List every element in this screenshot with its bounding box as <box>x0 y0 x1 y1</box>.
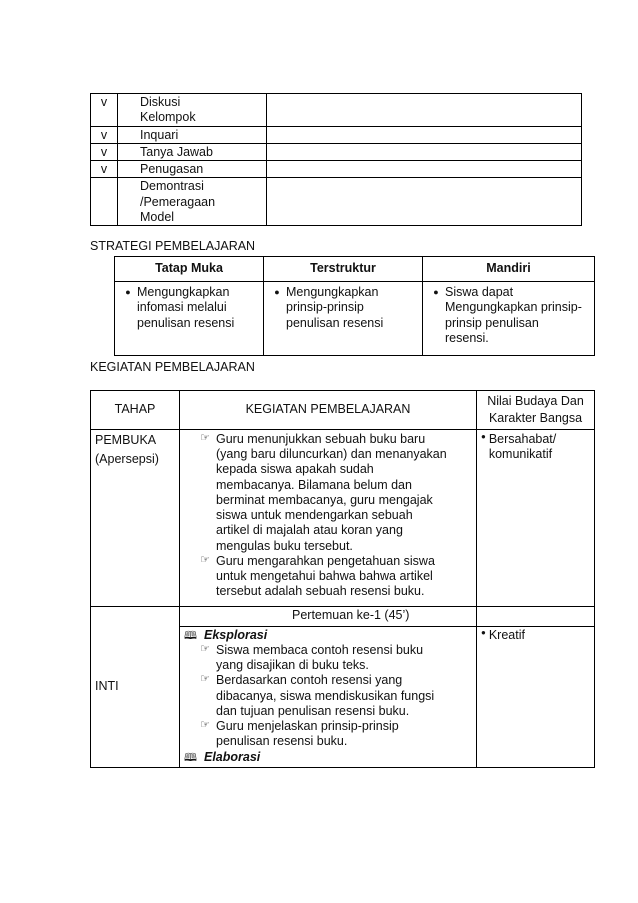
strategy-cell-mandiri: ● Siswa dapat Mengungkapkan prinsip- prinsip penulisan resensi. <box>423 282 595 356</box>
inti-activities <box>180 626 477 768</box>
bullet-dot-icon: ● <box>481 627 486 637</box>
method-mark: v <box>91 161 118 178</box>
list-item: ☞ Guru menjelaskan prinsip-prinsip penulisan resensi buku. <box>184 719 472 750</box>
book-icon: 🕮 <box>184 751 197 764</box>
method-row <box>91 161 582 178</box>
header-tatap-muka: Tatap Muka <box>115 257 264 282</box>
pembuka-value: ● Bersahabat/ komunikatif <box>477 429 595 606</box>
method-mark: v <box>91 94 118 127</box>
header-kegiatan: KEGIATAN PEMBELAJARAN <box>180 391 477 430</box>
method-label: Demontrasi /Pemeragaan Model <box>118 178 267 226</box>
activities-table <box>90 390 595 768</box>
pembuka-activities <box>180 429 477 606</box>
list-item: ☞ Guru mengarahkan pengetahuan siswa untuk mengetahui bahwa bahwa artikel tersebut adalah sebuah resensi buku. <box>184 554 472 600</box>
method-row <box>91 126 582 143</box>
bullet-dot-icon: ● <box>125 287 131 297</box>
method-notes <box>267 143 582 160</box>
header-tahap: TAHAP <box>91 391 180 430</box>
method-row <box>91 143 582 160</box>
section-elaborasi: 🕮 Elaborasi <box>184 749 261 764</box>
method-notes <box>267 94 582 127</box>
method-mark: v <box>91 126 118 143</box>
stage-inti: INTI <box>91 606 180 768</box>
pointing-hand-icon: ☞ <box>200 719 210 732</box>
pointing-hand-icon: ☞ <box>200 431 210 444</box>
method-label: Inquari <box>118 126 267 143</box>
method-row <box>91 94 582 127</box>
strategy-heading: STRATEGI PEMBELAJARAN <box>90 239 256 253</box>
method-label: Tanya Jawab <box>118 143 267 160</box>
method-label: Penugasan <box>118 161 267 178</box>
strategy-table <box>114 256 595 356</box>
pointing-hand-icon: ☞ <box>200 642 210 655</box>
method-label: Diskusi Kelompok <box>118 94 267 127</box>
activities-heading: KEGIATAN PEMBELAJARAN <box>90 360 255 374</box>
header-nilai: Nilai Budaya Dan Karakter Bangsa <box>477 391 595 430</box>
list-item: ☞ Siswa membaca contoh resensi buku yang disajikan di buku teks. <box>184 643 472 674</box>
header-mandiri: Mandiri <box>423 257 595 282</box>
method-notes <box>267 126 582 143</box>
empty-cell <box>477 606 595 626</box>
book-icon: 🕮 <box>184 629 197 642</box>
method-row <box>91 178 582 226</box>
strategy-cell-tatap-muka: ● Mengungkapkan infomasi melalui penulisan resensi <box>115 282 264 356</box>
meeting-label: Pertemuan ke-1 (45’) <box>180 606 477 626</box>
bullet-dot-icon: ● <box>274 287 280 297</box>
pointing-hand-icon: ☞ <box>200 673 210 686</box>
methods-table <box>90 93 582 226</box>
bullet-dot-icon: ● <box>433 287 439 297</box>
inti-value: ● Kreatif <box>477 626 595 768</box>
section-eksplorasi: 🕮 Eksplorasi <box>184 627 268 642</box>
list-item: ☞ Berdasarkan contoh resensi yang dibacanya, siswa mendiskusikan fungsi dan tujuan penulisan resensi buku. <box>184 673 472 719</box>
method-notes <box>267 178 582 226</box>
bullet-dot-icon: ● <box>481 431 486 441</box>
method-notes <box>267 161 582 178</box>
strategy-cell-terstruktur: ● Mengungkapkan prinsip-prinsip penulisan resensi <box>264 282 423 356</box>
method-mark <box>91 178 118 226</box>
stage-pembuka: PEMBUKA (Apersepsi) <box>91 429 180 606</box>
list-item: ☞ Guru menunjukkan sebuah buku baru (yang baru diluncurkan) dan menanyakan kepada siswa apakah sudah membacanya. Bilamana belum dan berminat membacanya, guru mengajak siswa untuk mendengarkan sebuah artikel di majalah atau koran yang mengulas buku tersebut. <box>184 432 472 554</box>
method-mark: v <box>91 143 118 160</box>
pointing-hand-icon: ☞ <box>200 553 210 566</box>
header-terstruktur: Terstruktur <box>264 257 423 282</box>
